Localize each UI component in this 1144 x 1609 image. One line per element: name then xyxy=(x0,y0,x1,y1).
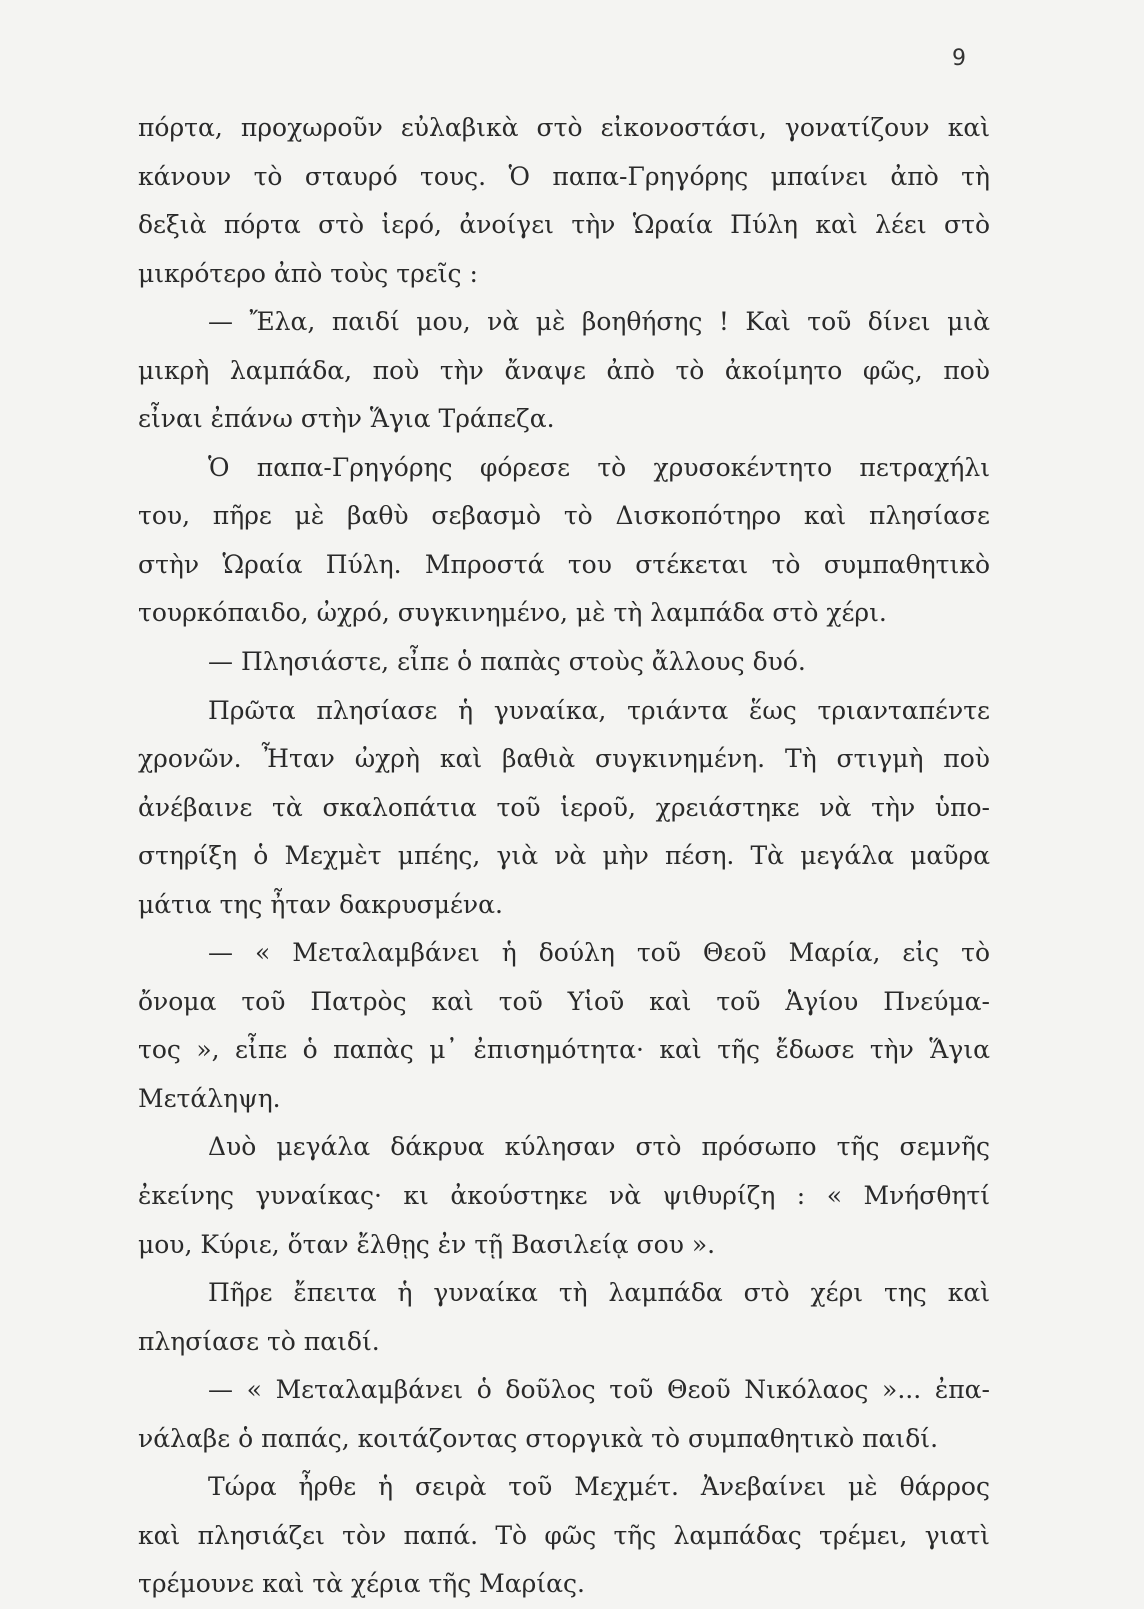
text-line: εἶναι ἐπάνω στὴν Ἅγια Τράπεζα. xyxy=(138,404,555,434)
page-number: 9 xyxy=(952,46,966,71)
text-line: ὄνομα τοῦ Πατρὸς καὶ τοῦ Υἱοῦ καὶ τοῦ Ἁγίου Πνεύμα- xyxy=(138,986,990,1016)
text-line: στὴν Ὡραία Πύλη. Μπροστά του στέκεται τὸ συμπαθητικὸ xyxy=(138,549,990,579)
text-line: μάτια της ἦταν δακρυσμένα. xyxy=(138,889,503,919)
text-line: τρέμουνε καὶ τὰ χέρια τῆς Μαρίας. xyxy=(138,1569,585,1599)
body-text xyxy=(138,104,990,1609)
text-line: νάλαβε ὁ παπάς, κοιτάζοντας στοργικὰ τὸ συμπαθητικὸ παιδί. xyxy=(138,1423,939,1453)
text-line: ἐκείνης γυναίκας· κι ἀκούστηκε νὰ ψιθυρίζη : « Μνήσθητί xyxy=(138,1181,990,1211)
text-line: — « Μεταλαμβάνει ὁ δοῦλος τοῦ Θεοῦ Νικόλαος »... ἐπα- xyxy=(208,1375,990,1405)
text-line: του, πῆρε μὲ βαθὺ σεβασμὸ τὸ Δισκοπότηρο καὶ πλησίασε xyxy=(138,501,990,531)
text-line: — Ἔλα, παιδί μου, νὰ μὲ βοηθήσης ! Καὶ τοῦ δίνει μιὰ xyxy=(208,307,990,337)
text-line: τουρκόπαιδο, ὠχρό, συγκινημένο, μὲ τὴ λαμπάδα στὸ χέρι. xyxy=(138,598,887,628)
text-line: Ὁ παπα-Γρηγόρης φόρεσε τὸ χρυσοκέντητο πετραχήλι xyxy=(208,452,990,482)
text-line: χρονῶν. Ἦταν ὠχρὴ καὶ βαθιὰ συγκινημένη. Τὴ στιγμὴ ποὺ xyxy=(138,744,990,774)
text-line: πόρτα, προχωροῦν εὐλαβικὰ στὸ εἰκονοστάσι, γονατίζουν καὶ xyxy=(138,113,990,142)
text-line: πλησίασε τὸ παιδί. xyxy=(138,1326,380,1356)
text-line: Πρῶτα πλησίασε ἡ γυναίκα, τριάντα ἕως τριανταπέντε xyxy=(208,695,990,725)
text-line: Μετάληψη. xyxy=(138,1083,281,1113)
text-line: Πῆρε ἔπειτα ἡ γυναίκα τὴ λαμπάδα στὸ χέρι της καὶ xyxy=(208,1278,990,1308)
text-line: — « Μεταλαμβάνει ἡ δούλη τοῦ Θεοῦ Μαρία, εἰς τὸ xyxy=(208,938,990,968)
text-line: Δυὸ μεγάλα δάκρυα κύλησαν στὸ πρόσωπο τῆς σεμνῆς xyxy=(208,1132,990,1162)
text-line: δεξιὰ πόρτα στὸ ἱερό, ἀνοίγει τὴν Ὡραία Πύλη καὶ λέει στὸ xyxy=(138,210,990,240)
text-line: τος », εἶπε ὁ παπὰς μ᾿ ἐπισημότητα· καὶ τῆς ἔδωσε τὴν Ἅγια xyxy=(138,1035,990,1065)
text-line: στηρίξη ὁ Μεχμὲτ μπέης, γιὰ νὰ μὴν πέση. Τὰ μεγάλα μαῦρα xyxy=(138,841,990,871)
text-line: ἀνέβαινε τὰ σκαλοπάτια τοῦ ἱεροῦ, χρειάστηκε νὰ τὴν ὑπο- xyxy=(138,792,990,822)
text-line: Τώρα ἦρθε ἡ σειρὰ τοῦ Μεχμέτ. Ἀνεβαίνει μὲ θάρρος xyxy=(208,1472,990,1502)
text-line: — Πλησιάστε, εἶπε ὁ παπὰς στοὺς ἄλλους δυό. xyxy=(208,647,806,677)
text-line: καὶ πλησιάζει τὸν παπά. Τὸ φῶς τῆς λαμπάδας τρέμει, γιατὶ xyxy=(138,1520,990,1550)
text-line: μικρὴ λαμπάδα, ποὺ τὴν ἄναψε ἀπὸ τὸ ἀκοίμητο φῶς, ποὺ xyxy=(138,355,990,385)
text-line: μικρότερο ἀπὸ τοὺς τρεῖς : xyxy=(138,258,478,288)
text-line: κάνουν τὸ σταυρό τους. Ὁ παπα-Γρηγόρης μπαίνει ἀπὸ τὴ xyxy=(138,161,990,191)
text-line: μου, Κύριε, ὅταν ἔλθῃς ἐν τῇ Βασιλείᾳ σου ». xyxy=(138,1229,716,1259)
